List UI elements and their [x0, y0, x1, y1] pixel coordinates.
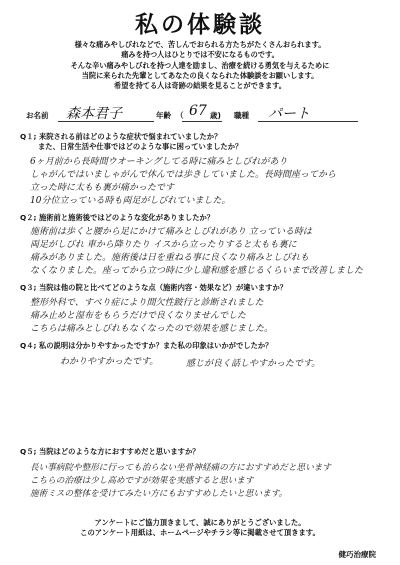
- footer-line: アンケートにご協力頂きまして、誠にありがとうございました。: [94, 518, 306, 527]
- age-label: 年齢: [156, 111, 171, 120]
- answer-line: 痛みがありました。施術後は日を重ねる事に良くなり痛みとしびれも: [30, 253, 310, 263]
- intro-line: 希望を持てる人は奇跡の結果を見ることができます。: [114, 81, 286, 91]
- job-underline: [258, 121, 358, 122]
- question-line: また、日常生活や仕事ではどのような事に困っていましたか？: [38, 142, 243, 151]
- answer-line: 施術前は歩くと腰から足にかけて痛みとしびれがあり 立っている時は: [30, 227, 312, 237]
- job-value: パート: [268, 106, 310, 122]
- answer-2: [30, 226, 390, 278]
- question-4: [20, 341, 390, 351]
- question-1: [20, 132, 390, 152]
- name-underline: [58, 121, 154, 122]
- answer-line: 長い事病院や整形に行っても治らない坐骨神経痛の方におすすめだと思います: [30, 463, 331, 473]
- answer-line: 痛み止めと湿布をもらうだけで良くなりませんでした: [30, 311, 247, 321]
- answer-line: 6ヶ月前から長時間ウオーキングしてる時に痛みとしびれがあり: [30, 157, 288, 167]
- job-label: 職種: [234, 111, 249, 120]
- answer-5: [30, 462, 390, 501]
- name-value: 森本君子: [66, 106, 122, 122]
- answer-line: 施術ミスの整体を受けてみたい方にもおすすめしたいと思います。: [30, 489, 288, 499]
- intro-line: 痛みを持つ人はひとりでは不安になるものです。: [121, 50, 279, 60]
- age-suffix: 歳): [210, 111, 221, 120]
- question-2: [20, 213, 390, 223]
- question-line: Q１; 来院される前はどのような症状で悩まれていましたか？: [20, 132, 222, 141]
- question-line: Q４; 私の説明は分かりやすかったですか？また私の印象はいかがでしたか？: [20, 341, 273, 350]
- answer-line: 立った時に太もも裏が痛かったです: [30, 183, 175, 193]
- answer-line: 両足がしびれ 車から降りたり イスから立ったりすると太もも裏に: [30, 240, 297, 250]
- age-value: 67: [189, 103, 207, 119]
- answer-line: わかりやすかったです。: [60, 357, 159, 367]
- answer-1: [30, 156, 390, 208]
- question-5: [20, 447, 390, 457]
- question-line: Q３; 当院は他の院と比べてどのような点（施術内容・効果など）が違いますか？: [20, 283, 288, 292]
- intro-line: 様々な痛みやしびれなどで、苦しんでおられる方たちがたくさんおられます。: [74, 40, 326, 49]
- answer-4: [30, 356, 390, 372]
- age-underline: [182, 121, 222, 122]
- answer-line: 感じが良く話しやすかったです。: [186, 359, 321, 369]
- answer-line: しゃがんではいましゃがんで休んでは歩きしていました。長時間座ってから: [30, 170, 337, 180]
- answer-line: 10分位立っている時も両足がしびれていました。: [30, 196, 231, 206]
- answer-line: 整形外科で、すべり症により間欠性跛行と診断されました: [30, 298, 264, 308]
- clinic-name: 健巧治療院: [338, 550, 376, 559]
- name-label: お名前: [26, 111, 49, 120]
- intro-line: そんな辛い痛みやしびれを持つ人達を励まし、治療を続ける勇気を与えるために: [70, 60, 330, 70]
- answer-3: [30, 297, 390, 336]
- answer-line: こちらの治療は少し高めですが効果を実感すると思います: [30, 476, 254, 486]
- answer-line: こちらは痛みとしびれもなくなったので効果を感じました。: [30, 324, 274, 334]
- answer-line: なくなりました。座ってから立つ時に少し違和感を感じるくらいまで改善しました: [30, 266, 364, 276]
- question-line: Q５; 当院はどのような方におすすめだと思いますか？: [20, 447, 200, 456]
- age-paren: （: [176, 111, 184, 120]
- question-3: [20, 283, 390, 293]
- question-line: Q２; 施術前と施術後ではどのような変化がありましたか？: [20, 213, 215, 222]
- footer-note: [20, 518, 380, 538]
- intro-line: 当院に来られた先輩としてあなたの良くなられた体験談をお願いします。: [81, 70, 319, 80]
- respondent-info: [26, 103, 386, 122]
- footer-line: このアンケート用紙は、ホームページやチラシ等に掲載させて頂きます。: [80, 528, 320, 537]
- page-title: 私の体験談: [135, 12, 265, 38]
- intro-text: [20, 40, 380, 91]
